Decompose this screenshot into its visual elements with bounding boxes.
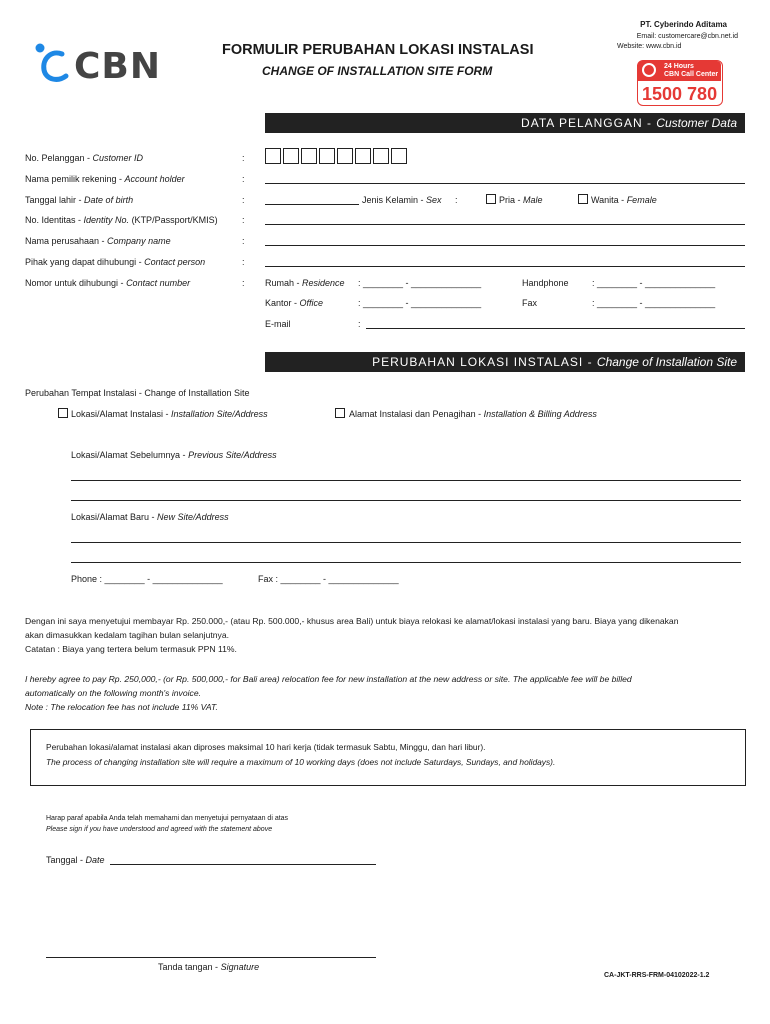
section-customer-data: DATA PELANGGAN - Customer Data <box>265 113 745 133</box>
call-center-label: CBN Call Center <box>664 71 719 78</box>
home-phone-field[interactable]: : ________ - ______________ <box>358 278 482 288</box>
identity-field[interactable] <box>265 224 745 225</box>
new-site-line-2[interactable] <box>71 562 741 563</box>
label-contact-person: Pihak yang dapat dihubungi - Contact person <box>25 257 206 267</box>
label-handphone: Handphone <box>522 278 569 288</box>
agreement-en-note: Note : The relocation fee has not include 11% VAT. <box>25 702 218 712</box>
label-contact-number: Nomor untuk dihubungi - Contact number <box>25 278 191 288</box>
call-center-number: 1500 780 <box>642 84 718 104</box>
label-new-site: Lokasi/Alamat Baru - New Site/Address <box>71 512 229 522</box>
label-company: Nama perusahaan - Company name <box>25 236 171 246</box>
notice-en: The process of changing installation site will require a maximum of 10 working days (does not include Saturdays, Sundays, and holidays). <box>46 757 556 767</box>
new-site-fax-field[interactable]: Fax : ________ - ______________ <box>258 574 399 584</box>
section-change-site: PERUBAHAN LOKASI INSTALASI - Change of Installation Site <box>265 352 745 372</box>
form-title: FORMULIR PERUBAHAN LOKASI INSTALASI <box>222 42 534 58</box>
label-previous-site: Lokasi/Alamat Sebelumnya - Previous Site/Address <box>71 450 277 460</box>
email-field[interactable] <box>366 328 745 329</box>
company-name: PT. Cyberindo Aditama <box>640 20 727 29</box>
handphone-field[interactable]: : ________ - ______________ <box>592 278 716 288</box>
label-identity: No. Identitas - Identity No. (KTP/Passport/KMIS) <box>25 215 218 225</box>
dob-field[interactable] <box>265 204 359 205</box>
call-center-hours: 24 Hours <box>664 63 694 70</box>
fax-field[interactable]: : ________ - ______________ <box>592 298 716 308</box>
company-email: Email: customercare@cbn.net.id <box>636 33 738 40</box>
label-female: Wanita - Female <box>591 195 657 205</box>
label-office: Kantor - Office <box>265 298 324 308</box>
male-checkbox[interactable] <box>486 194 496 204</box>
agreement-en-line2: automatically on the following month's invoice. <box>25 688 201 698</box>
form-subtitle: CHANGE OF INSTALLATION SITE FORM <box>262 64 493 78</box>
new-site-line-1[interactable] <box>71 542 741 543</box>
female-checkbox[interactable] <box>578 194 588 204</box>
notice-id: Perubahan lokasi/alamat instalasi akan diproses maksimal 10 hari kerja (tidak termasuk Sabtu, Minggu, dan hari libur). <box>46 742 486 752</box>
account-holder-field[interactable] <box>265 183 745 184</box>
previous-site-line-2[interactable] <box>71 500 741 501</box>
label-home: Rumah - Residence <box>265 278 345 288</box>
sign-instruction-id: Harap paraf apabila Anda telah memahami dan menyetujui pernyataan di atas <box>46 815 289 822</box>
contact-person-field[interactable] <box>265 266 745 267</box>
logo-text: CBN <box>74 46 161 87</box>
label-date: Tanggal - Date <box>46 855 105 865</box>
change-heading: Perubahan Tempat Instalasi - Change of Installation Site <box>25 388 250 398</box>
date-field[interactable] <box>110 864 376 865</box>
label-site-billing: Alamat Instalasi dan Penagihan - Installation & Billing Address <box>349 409 597 419</box>
label-account-holder: Nama pemilik rekening - Account holder <box>25 174 185 184</box>
label-dob: Tanggal lahir - Date of birth <box>25 195 134 205</box>
office-phone-field[interactable]: : ________ - ______________ <box>358 298 482 308</box>
cbn-logo <box>34 42 164 86</box>
new-site-phone-field[interactable]: Phone : ________ - ______________ <box>71 574 223 584</box>
label-email: E-mail <box>265 319 291 329</box>
label-site-address: Lokasi/Alamat Instalasi - Installation Site/Address <box>71 409 268 419</box>
signature-field[interactable] <box>46 957 376 958</box>
company-website: Website: www.cbn.id <box>617 43 682 50</box>
form-code: CA-JKT-RRS-FRM-04102022-1.2 <box>604 972 710 979</box>
agreement-id-line2: akan dimasukkan kedalam tagihan bulan selanjutnya. <box>25 630 229 640</box>
customer-id-boxes[interactable] <box>265 148 409 164</box>
phone-icon <box>642 63 656 77</box>
agreement-id-line1: Dengan ini saya menyetujui membayar Rp. 250.000,- (atau Rp. 500.000,- khusus area Bali) untuk biaya relokasi ke alamat/lokasi instalasi yang baru. Biaya yang dikenakan <box>25 616 679 626</box>
site-billing-checkbox[interactable] <box>335 408 345 418</box>
label-customer-id: No. Pelanggan - Customer ID <box>25 153 144 163</box>
company-field[interactable] <box>265 245 745 246</box>
sign-instruction-en: Please sign if you have understood and agreed with the statement above <box>46 826 273 833</box>
agreement-id-note: Catatan : Biaya yang tertera belum termasuk PPN 11%. <box>25 644 237 654</box>
call-center-badge <box>637 60 723 106</box>
site-address-checkbox[interactable] <box>58 408 68 418</box>
label-sex: Jenis Kelamin - Sex <box>362 195 442 205</box>
label-fax: Fax <box>522 298 538 308</box>
processing-notice-box <box>30 729 746 786</box>
label-signature: Tanda tangan - Signature <box>158 962 260 972</box>
previous-site-line-1[interactable] <box>71 480 741 481</box>
agreement-en-line1: I hereby agree to pay Rp. 250,000,- (or Rp. 500,000,- for Bali area) relocation fee for new installation at the new address or site. The applicable fee will be billed <box>25 674 632 684</box>
label-male: Pria - Male <box>499 195 543 205</box>
